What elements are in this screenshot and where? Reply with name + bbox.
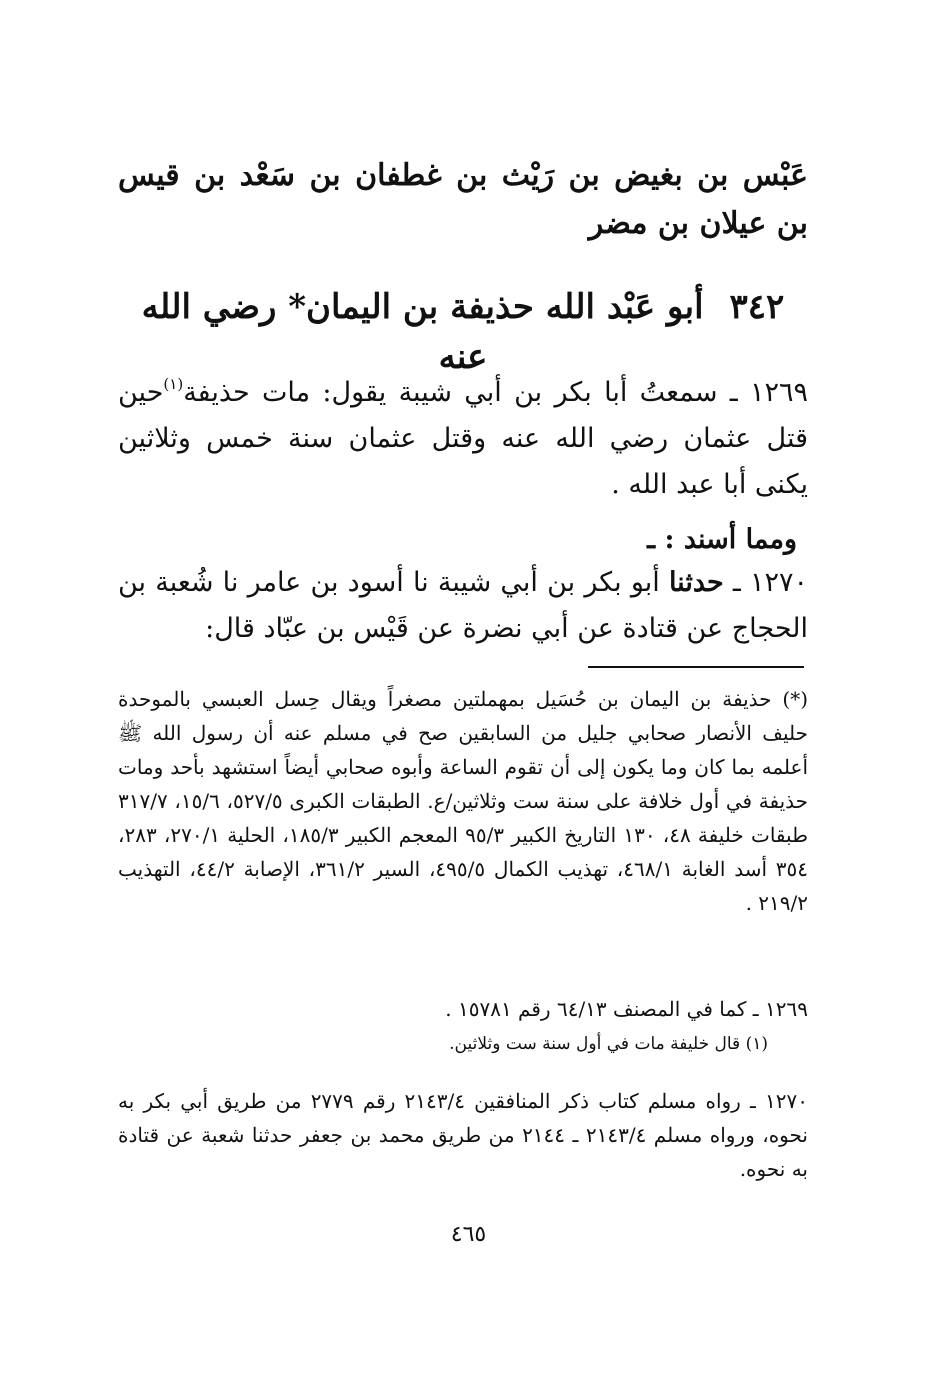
footnote-separator: [588, 666, 804, 668]
narration-1270-haddathana: حدثنا: [668, 567, 724, 598]
footnote-marker-1: (١): [163, 375, 184, 393]
footnote-star-biography: (*) حذيفة بن اليمان بن حُسَيل بمهملتين مصغراً ويقال حِسل العبسي بالموحدة حليف الأنصار صحابي جليل من السابقين صح في مسلم عنه أن رسول الله ﷺ أعلمه بما كان وما يكون إلى أن تقوم الساعة وأبوه صحابي أيضاً استشهد بأحد ومات حذيفة في أول خلافة على سنة ست وثلاثين/ع. الطبقات الكبرى ٥٢٧/٥، ١٥/٦، ٣١٧/٧ طبقات خليفة ٤٨، ١٣٠ التاريخ الكبير ٩٥/٣ المعجم الكبير ١٨٥/٣، الحلية ٢٧٠/١، ٢٨٣، ٣٥٤ أسد الغابة ٤٦٨/١، تهذيب الكمال ٤٩٥/٥، السير ٣٦١/٢، الإصابة ٤٤/٢، التهذيب ٢١٩/٢ .: [118, 687, 809, 915]
footnote-1269: ١٢٦٩ ـ كما في المصنف ٦٤/١٣ رقم ١٥٧٨١ .: [445, 997, 808, 1021]
section-number: ٣٤٢: [729, 287, 785, 327]
subheading-musnad: ومما أسند : ـ: [647, 524, 797, 555]
narration-1269-text-start: ١٢٦٩ ـ سمعتُ أبا بكر بن أبي شيبة يقول: مات حذيفة: [183, 377, 808, 408]
footnote-1269-subnote: (١) قال خليفة مات في أول سنة ست وثلاثين.: [449, 1034, 768, 1054]
page-number: ٤٦٥: [450, 1222, 487, 1247]
narration-1270-text: أبو بكر بن أبي شيبة نا أسود بن عامر نا شُعبة بن الحجاج عن قتادة عن أبي نضرة عن قَيْس بن عبّاد قال:: [118, 567, 808, 644]
footnote-1270: ١٢٧٠ ـ رواه مسلم كتاب ذكر المنافقين ٢١٤٣/٤ رقم ٢٧٧٩ من طريق أبي بكر به نحوه، ورواه مسلم ٢١٤٣/٤ ـ ٢١٤٤ من طريق محمد بن جعفر حدثنا شعبة عن قتادة به نحوه.: [118, 1089, 808, 1181]
narration-1269: [118, 370, 808, 508]
section-title: أبو عَبْد الله حذيفة بن اليمان* رضي الله عنه: [141, 287, 704, 377]
narration-1269-text-end: حين قتل عثمان رضي الله عنه وقتل عثمان سنة خمس وثلاثين يكنى أبا عبد الله .: [118, 377, 808, 500]
narration-1270: [118, 560, 808, 652]
section-heading: [118, 282, 808, 382]
narration-1270-number: ١٢٧٠ ـ: [732, 567, 808, 598]
lineage-text: عَبْس بن بغيض بن رَيْث بن غطفان بن سَعْد بن قيس بن عيلان بن مضر: [118, 158, 808, 241]
